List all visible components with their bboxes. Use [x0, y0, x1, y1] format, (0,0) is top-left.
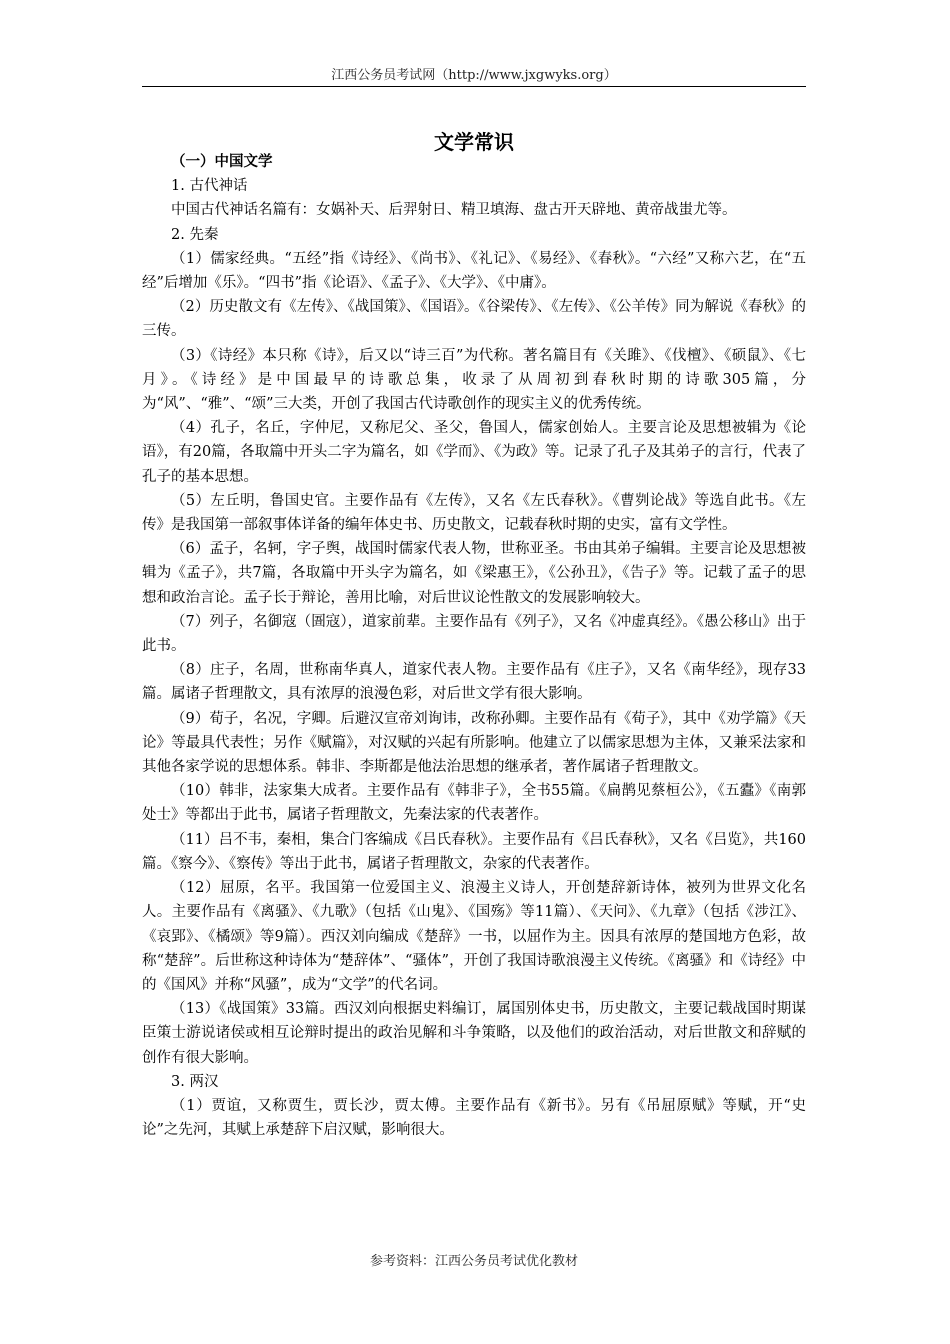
paragraph: （9）荀子，名况，字卿。后避汉宣帝刘询讳，改称孙卿。主要作品有《荀子》，其中《劝学篇》《天论》等最具代表性；另作《赋篇》，对汉赋的兴起有所影响。他建立了以儒家思想为主体，又兼采法家和其他各家学说的思想体系。韩非、李斯都是他法治思想的继承者，著作属诸子哲理散文。 [142, 710, 806, 776]
paragraph: （13）《战国策》33篇。西汉刘向根据史料编订，属国别体史书，历史散文，主要记载战国时期谋臣策士游说诸侯或相互论辩时提出的政治见解和斗争策略，以及他们的政治活动，对后世散文和辞赋的创作有很大影响。 [142, 1001, 806, 1066]
header-divider [142, 86, 806, 87]
page-header: 江西公务员考试网（http://www.jxgwyks.org） [331, 68, 617, 83]
paragraph: （1）儒家经典。“五经”指《诗经》、《尚书》、《礼记》、《易经》、《春秋》。“六经”又称六艺，在“五经”后增加《乐》。“四书”指《论语》、《孟子》、《大学》、《中庸》。 [142, 250, 806, 292]
subsection-heading: 1. 古代神话 [171, 178, 248, 195]
paragraph: （12）屈原，名平。我国第一位爱国主义、浪漫主义诗人，开创楚辞新诗体，被列为世界文化名人。主要作品有《离骚》、《九歌》（包括《山鬼》、《国殇》等11篇）、《天问》、《九章》（包括《涉江》、《哀郢》、《橘颂》等9篇）。西汉刘向编成《楚辞》一书，以屈作为主。因具有浓厚的楚国地方色彩，故称“楚辞”。后世称这种诗体为“楚辞体”、“骚体”，开创了我国诗歌浪漫主义传统。《离骚》和《诗经》中的《国风》并称“风骚”，成为“文学”的代名词。 [142, 880, 806, 993]
page-footer: 参考资料：江西公务员考试优化教材 [369, 1254, 578, 1269]
paragraph: （6）孟子，名轲，字子舆，战国时儒家代表人物，世称亚圣。书由其弟子编辑。主要言论及思想被辑为《孟子》，共7篇，各取篇中开头字为篇名，如《梁惠王》，《公孙丑》，《告子》等。记载了孟子的思想和政治言论。孟子长于辩论，善用比喻，对后世议论性散文的发展影响较大。 [142, 541, 806, 606]
paragraph: （11）吕不韦，秦相，集合门客编成《吕氏春秋》。主要作品有《吕氏春秋》，又名《吕览》，共160篇。《察今》、《察传》等出于此书，属诸子哲理散文，杂家的代表著作。 [142, 831, 806, 872]
section-heading: （一）中国文学 [171, 153, 273, 170]
document-title: 文学常识 [434, 130, 514, 154]
paragraph: （1）贾谊，又称贾生，贾长沙，贾太傅。主要作品有《新书》。另有《吊屈原赋》等赋，开“史论”之先河，其赋上承楚辞下启汉赋，影响很大。 [142, 1097, 806, 1139]
paragraph: （2）历史散文有《左传》、《战国策》、《国语》。《谷梁传》、《左传》、《公羊传》同为解说《春秋》的三传。 [142, 299, 806, 340]
paragraph: 中国古代神话名篇有：女娲补天、后羿射日、精卫填海、盘古开天辟地、黄帝战蚩尤等。 [171, 202, 737, 219]
subsection-heading: 3. 两汉 [171, 1073, 219, 1090]
document-body [142, 150, 806, 1142]
paragraph: （5）左丘明，鲁国史官。主要作品有《左传》，又名《左氏春秋》。《曹刿论战》等选自此书。《左传》是我国第一部叙事体详备的编年体史书、历史散文，记载春秋时期的史实，富有文学性。 [142, 492, 806, 534]
subsection-heading: 2. 先秦 [171, 226, 219, 243]
paragraph: （10）韩非，法家集大成者。主要作品有《韩非子》，全书55篇。《扁鹊见蔡桓公》，《五蠹》《南郭处士》等都出于此书，属诸子哲理散文，先秦法家的代表著作。 [142, 783, 806, 824]
paragraph: （8）庄子，名周，世称南华真人，道家代表人物。主要作品有《庄子》，又名《南华经》，现存33篇。属诸子哲理散文，具有浓厚的浪漫色彩，对后世文学有很大影响。 [142, 662, 806, 703]
paragraph: （7）列子，名御寇（圄寇），道家前辈。主要作品有《列子》，又名《冲虚真经》。《愚公移山》出于此书。 [142, 613, 806, 655]
paragraph: （4）孔子，名丘，字仲尼，又称尼父、圣父，鲁国人，儒家创始人。主要言论及思想被辑为《论语》，有20篇，各取篇中开头二字为篇名，如《学而》、《为政》等。记录了孔子及其弟子的言行，代表了孔子的基本思想。 [142, 420, 806, 485]
paragraph: （3）《诗经》本只称《诗》，后又以“诗三百”为代称。著名篇目有《关雎》、《伐檀》、《硕鼠》、《七月》。《诗经》是中国最早的诗歌总集，收录了从周初到春秋时期的诗歌305篇，分为“风”、“雅”、“颂”三大类，开创了我国古代诗歌创作的现实主义的优秀传统。 [142, 347, 807, 413]
